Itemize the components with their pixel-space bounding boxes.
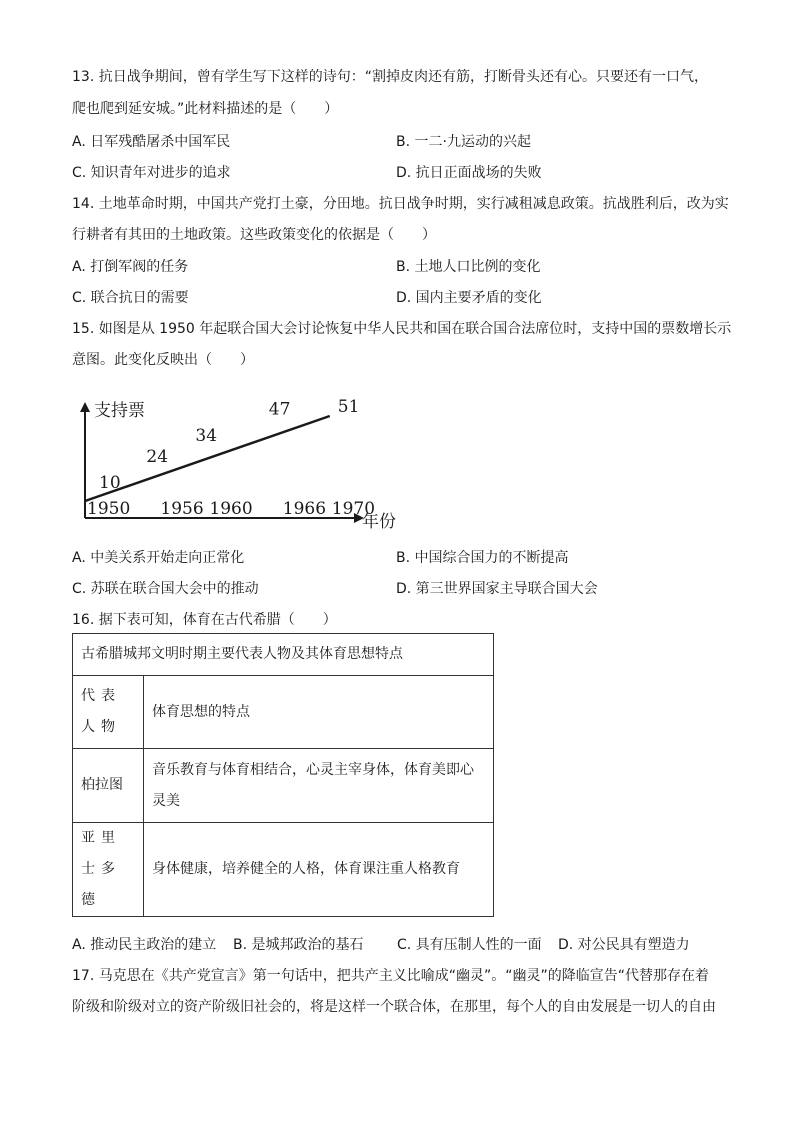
row-2-person-text: 亚里士多德 <box>81 830 121 908</box>
col-header-person-text: 代表人物 <box>81 688 121 735</box>
q15-option-a[interactable]: A. 中美关系开始走向正常化 <box>72 550 245 566</box>
q13-option-c[interactable]: C. 知识青年对进步的追求 <box>72 165 231 181</box>
table-title: 古希腊城邦文明时期主要代表人物及其体育思想特点 <box>73 634 494 676</box>
q13-option-d[interactable]: D. 抗日正面战场的失败 <box>396 165 542 181</box>
table-header-row <box>73 676 494 749</box>
q14-option-c[interactable]: C. 联合抗日的需要 <box>72 290 189 306</box>
q16-option-d[interactable]: D. 对公民具有塑造力 <box>558 937 690 953</box>
q15-option-b[interactable]: B. 中国综合国力的不断提高 <box>396 550 569 566</box>
q13-option-a[interactable]: A. 日军残酷屠杀中国军民 <box>72 134 231 150</box>
q14-stem-line1: 14. 土地革命时期，中国共产党打土豪，分田地。抗日战争时期，实行减租减息政策。抗战胜利后，改为实 <box>72 196 729 212</box>
col-header-feature: 体育思想的特点 <box>144 676 494 749</box>
x-tick-1960: 1960 <box>209 499 253 519</box>
data-label-24: 24 <box>146 446 169 467</box>
row-1-feature: 音乐教育与体育相结合，心灵主宰身体，体育美即心灵美 <box>144 749 494 823</box>
x-tick-1970: 1970 <box>331 499 376 519</box>
row-2-feature: 身体健康，培养健全的人格，体育课注重人格教育 <box>144 823 494 917</box>
row-1-person: 柏拉图 <box>73 749 144 823</box>
table-title-row <box>73 634 494 676</box>
y-axis-label: 支持票 <box>94 401 145 421</box>
q13-option-b[interactable]: B. 一二·九运动的兴起 <box>396 134 531 150</box>
table-row <box>73 749 494 823</box>
q16-option-c[interactable]: C. 具有压制人性的一面 <box>397 937 542 953</box>
x-tick-1966: 1966 <box>282 499 327 519</box>
q13-stem-line2: 爬也爬到延安城。”此材料描述的是（ ） <box>72 101 339 117</box>
q14-stem-line2: 行耕者有其田的土地政策。这些政策变化的依据是（ ） <box>72 227 436 243</box>
q16-option-b[interactable]: B. 是城邦政治的基石 <box>233 937 364 953</box>
col-header-person <box>73 676 144 749</box>
q15-option-c[interactable]: C. 苏联在联合国大会中的推动 <box>72 581 259 597</box>
sports-thought-table <box>72 633 494 917</box>
table-row <box>73 823 494 917</box>
x-axis-label: 年份 <box>362 512 396 532</box>
q17-stem-line2: 阶级和阶级对立的资产阶级旧社会的，将是这样一个联合体，在那里，每个人的自由发展是一切人的自由 <box>72 999 716 1015</box>
q14-option-a[interactable]: A. 打倒军阀的任务 <box>72 259 189 275</box>
vote-growth-chart <box>72 398 412 533</box>
q17-stem-line1: 17. 马克思在《共产党宣言》第一句话中，把共产主义比喻成“幽灵”。“幽灵”的降临宣告“代替那存在着 <box>72 968 709 984</box>
x-tick-1956: 1956 <box>160 499 204 519</box>
q15-stem-line2: 意图。此变化反映出（ ） <box>72 352 254 368</box>
data-label-34: 34 <box>195 426 218 447</box>
q14-option-d[interactable]: D. 国内主要矛盾的变化 <box>396 290 542 306</box>
q15-option-d[interactable]: D. 第三世界国家主导联合国大会 <box>396 581 598 597</box>
q14-option-b[interactable]: B. 土地人口比例的变化 <box>396 259 541 275</box>
q13-stem-line1: 13. 抗日战争期间，曾有学生写下这样的诗句：“割掉皮肉还有筋，打断骨头还有心。只要还有一口气， <box>72 69 708 85</box>
q16-stem: 16. 据下表可知，体育在古代希腊（ ） <box>72 612 337 628</box>
data-label-47: 47 <box>268 399 291 420</box>
q15-stem-line1: 15. 如图是从 1950 年起联合国大会讨论恢复中华人民共和国在联合国合法席位时，支持中国的票数增长示 <box>72 321 732 337</box>
x-tick-1950: 1950 <box>87 499 131 519</box>
data-label-51: 51 <box>337 398 360 417</box>
row-2-person <box>73 823 144 917</box>
q16-option-a[interactable]: A. 推动民主政治的建立 <box>72 937 217 953</box>
data-label-10: 10 <box>99 473 121 493</box>
